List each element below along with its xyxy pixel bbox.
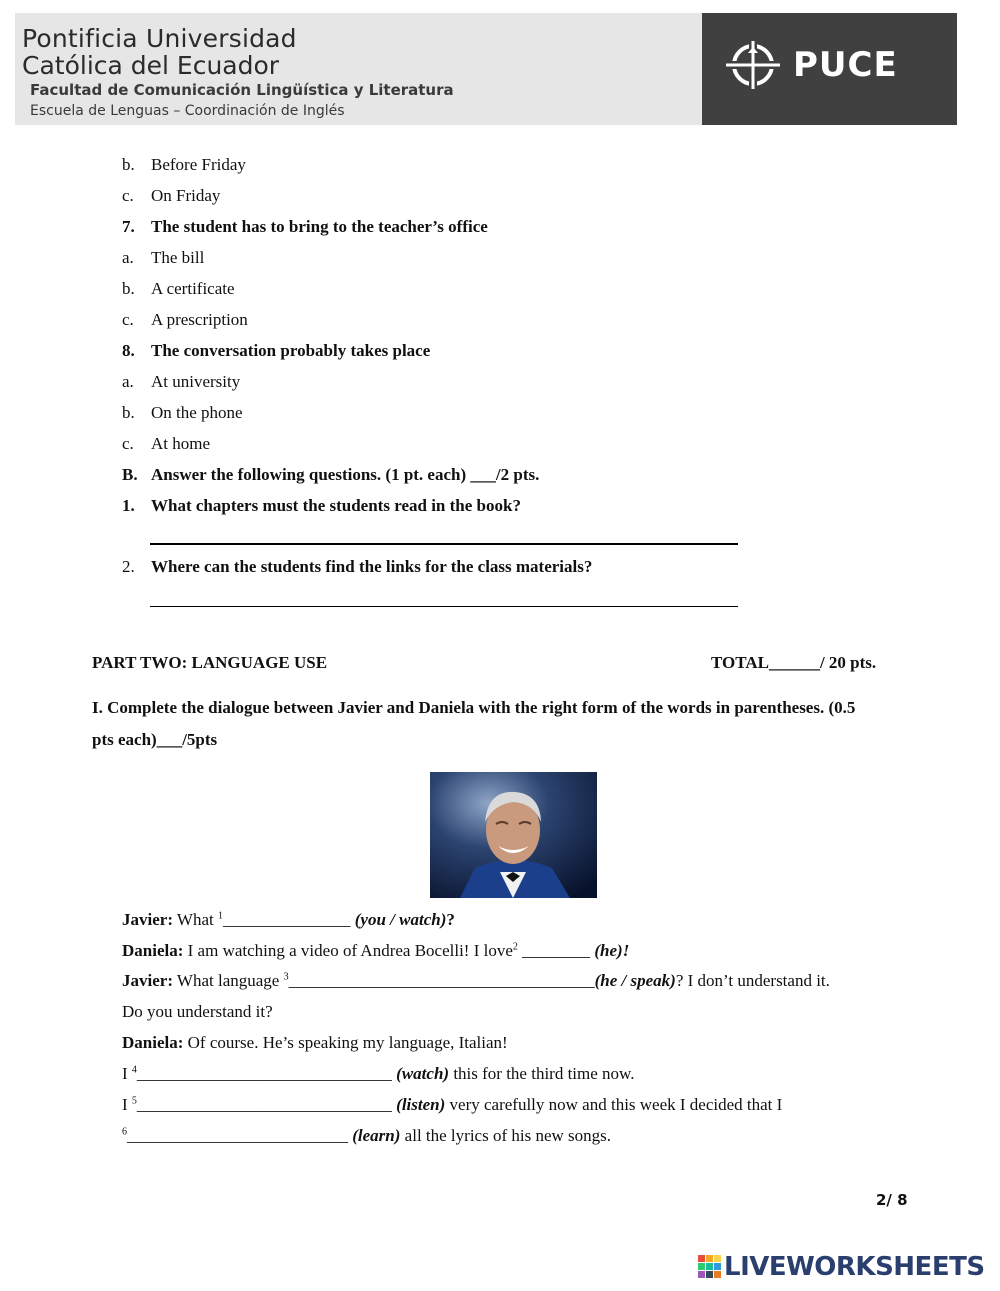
answer-line-2[interactable] bbox=[150, 606, 738, 607]
liveworksheets-logo bbox=[698, 1252, 985, 1284]
option-text: Before Friday bbox=[151, 155, 246, 174]
liveworksheets-wordmark: LIVEWORKSHEETS bbox=[724, 1252, 985, 1282]
dialogue-text: ? I don’t understand it. bbox=[675, 971, 830, 990]
option-text: A prescription bbox=[151, 310, 248, 329]
puce-logo-text: PUCE bbox=[793, 45, 898, 85]
dialogue-line-6 bbox=[122, 1064, 634, 1084]
blank-number: 5 bbox=[131, 1095, 137, 1107]
section-label: B. bbox=[122, 465, 138, 484]
option-label: c. bbox=[122, 434, 134, 453]
dialogue-text: all the lyrics of his new songs. bbox=[400, 1126, 612, 1145]
question-text: The student has to bring to the teacher’s office bbox=[151, 217, 488, 236]
dialogue-line-8 bbox=[122, 1126, 611, 1146]
option-label: b. bbox=[122, 155, 135, 174]
instruction-line-2: pts each)___/5pts bbox=[92, 730, 218, 749]
speaker-name: Daniela: bbox=[122, 941, 184, 960]
verb-hint: (watch) bbox=[396, 1064, 450, 1083]
answer-blank-5[interactable]: ______________________________ bbox=[136, 1095, 397, 1114]
option-text: On Friday bbox=[151, 186, 221, 205]
university-name-line1: Pontificia Universidad bbox=[22, 24, 297, 53]
answer-line-1[interactable] bbox=[150, 543, 738, 545]
verb-hint: (you / watch) bbox=[350, 910, 447, 929]
option-label: c. bbox=[122, 186, 134, 205]
page-number: 2/ 8 bbox=[876, 1191, 908, 1209]
part-two-title: PART TWO: LANGUAGE USE bbox=[92, 653, 328, 672]
puce-cross-icon bbox=[722, 37, 784, 93]
blank-number: 2 bbox=[512, 941, 518, 953]
answer-blank-3[interactable]: ____________________________________ bbox=[288, 971, 595, 990]
answer-blank-1[interactable]: _______________ bbox=[223, 910, 351, 929]
dialogue-text: I bbox=[122, 1095, 132, 1114]
question-number: 1. bbox=[122, 496, 135, 515]
question-text: What chapters must the students read in the book? bbox=[151, 496, 521, 515]
school-name: Escuela de Lenguas – Coordinación de Inglés bbox=[30, 103, 345, 119]
dialogue-text: ? bbox=[446, 910, 455, 929]
question-text: Where can the students find the links for the class materials? bbox=[151, 557, 593, 576]
dialogue-line-4: Do you understand it? bbox=[122, 1002, 273, 1021]
option-label: a. bbox=[122, 372, 134, 391]
option-label: a. bbox=[122, 248, 134, 267]
verb-hint: (he)! bbox=[594, 941, 630, 960]
speaker-name: Javier: bbox=[122, 910, 173, 929]
speaker-name: Daniela: bbox=[122, 1033, 184, 1052]
question-number: 7. bbox=[122, 217, 135, 236]
option-label: b. bbox=[122, 279, 135, 298]
dialogue-text: What bbox=[172, 910, 218, 929]
instruction-line-1: I. Complete the dialogue between Javier and Daniela with the right form of the words in parentheses. (0.5 bbox=[92, 698, 856, 717]
blank-number: 6 bbox=[122, 1126, 127, 1138]
dialogue-line-2 bbox=[122, 941, 629, 961]
question-number: 2. bbox=[122, 557, 135, 576]
liveworksheets-icon bbox=[698, 1255, 722, 1279]
option-text: At university bbox=[151, 372, 241, 391]
singer-photo bbox=[430, 772, 597, 898]
dialogue-line-3 bbox=[122, 971, 830, 991]
question-text: The conversation probably takes place bbox=[151, 341, 431, 360]
option-label: c. bbox=[122, 310, 134, 329]
option-label: b. bbox=[122, 403, 135, 422]
question-number: 8. bbox=[122, 341, 135, 360]
dialogue-text: I am watching a video of Andrea Bocelli! I love bbox=[183, 941, 513, 960]
answer-blank-4[interactable]: ______________________________ bbox=[136, 1064, 397, 1083]
university-name-line2: Católica del Ecuador bbox=[22, 51, 280, 80]
dialogue-text: very carefully now and this week I decided that I bbox=[445, 1095, 783, 1114]
dialogue-line-5 bbox=[122, 1033, 508, 1053]
part-two-total: TOTAL______/ 20 pts. bbox=[711, 653, 877, 672]
verb-hint: (listen) bbox=[396, 1095, 446, 1114]
dialogue-text: I bbox=[122, 1064, 132, 1083]
option-text: A certificate bbox=[151, 279, 235, 298]
blank-number: 1 bbox=[218, 910, 223, 922]
answer-blank-6[interactable]: __________________________ bbox=[127, 1126, 353, 1145]
singer-photo-illustration bbox=[430, 772, 597, 898]
dialogue-text: this for the third time now. bbox=[449, 1064, 635, 1083]
dialogue-line-7 bbox=[122, 1095, 782, 1115]
faculty-name: Facultad de Comunicación Lingüística y Literatura bbox=[30, 81, 454, 99]
option-text: On the phone bbox=[151, 403, 243, 422]
blank-number: 3 bbox=[283, 971, 289, 983]
dialogue-text: Of course. He’s speaking my language, Italian! bbox=[183, 1033, 508, 1052]
verb-hint: (he / speak) bbox=[594, 971, 676, 990]
dialogue-line-1 bbox=[122, 910, 455, 930]
option-text: The bill bbox=[151, 248, 205, 267]
section-text: Answer the following questions. (1 pt. each) ___/2 pts. bbox=[151, 465, 540, 484]
verb-hint: (learn) bbox=[352, 1126, 401, 1145]
dialogue-text: What language bbox=[172, 971, 284, 990]
speaker-name: Javier: bbox=[122, 971, 173, 990]
puce-logo bbox=[702, 13, 957, 125]
option-text: At home bbox=[151, 434, 211, 453]
answer-blank-2[interactable]: ________ bbox=[517, 941, 595, 960]
blank-number: 4 bbox=[131, 1064, 137, 1076]
